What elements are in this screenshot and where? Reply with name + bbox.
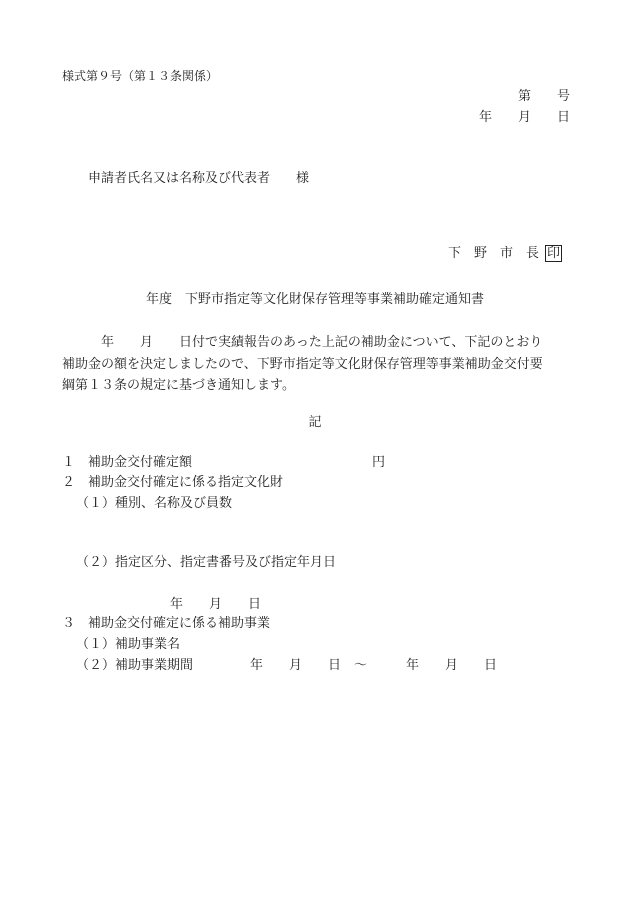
document-number: 第 号 [517, 89, 570, 104]
item-2-sub-2: （２）指定区分、指定書番号及び指定年月日 [76, 555, 337, 570]
item-3-label: ３ 補助金交付確定に係る補助事業 [62, 616, 271, 631]
item-1-unit: 円 [372, 455, 386, 470]
item-2-label: ２ 補助金交付確定に係る指定文化財 [62, 475, 284, 490]
form-number: 様式第９号（第１３条関係） [62, 69, 219, 83]
item-2-sub-1: （１）種別、名称及び員数 [76, 496, 233, 511]
body-text [62, 332, 577, 397]
item-3-sub-1: （１）補助事業名 [76, 637, 181, 652]
body-line-1: 年 月 日付で実績報告のあった上記の補助金について、下記のとおり [62, 335, 543, 350]
document-title: 年度 下野市指定等文化財保存管理等事業補助確定通知書 [145, 292, 484, 307]
item-1-label: １ 補助金交付確定額 [62, 455, 193, 470]
addressee: 申請者氏名又は名称及び代表者 様 [88, 171, 310, 186]
sender-name: 下 野 市 長 [447, 246, 539, 261]
item-3-period: 年 月 日 ～ 年 月 日 [250, 658, 498, 673]
sender-block [440, 232, 562, 262]
body-line-3: 綱第１３条の規定に基づき通知します。 [62, 378, 295, 393]
item-2-date: 年 月 日 [170, 597, 262, 612]
ki-heading: 記 [308, 415, 322, 430]
body-line-2: 補助金の額を決定しましたので、下野市指定等文化財保存管理等事業補助金交付要 [62, 356, 543, 372]
item-3-sub-2: （２）補助事業期間 [76, 658, 194, 673]
seal-mark: 印 [546, 246, 560, 261]
document-date: 年 月 日 [478, 110, 570, 125]
